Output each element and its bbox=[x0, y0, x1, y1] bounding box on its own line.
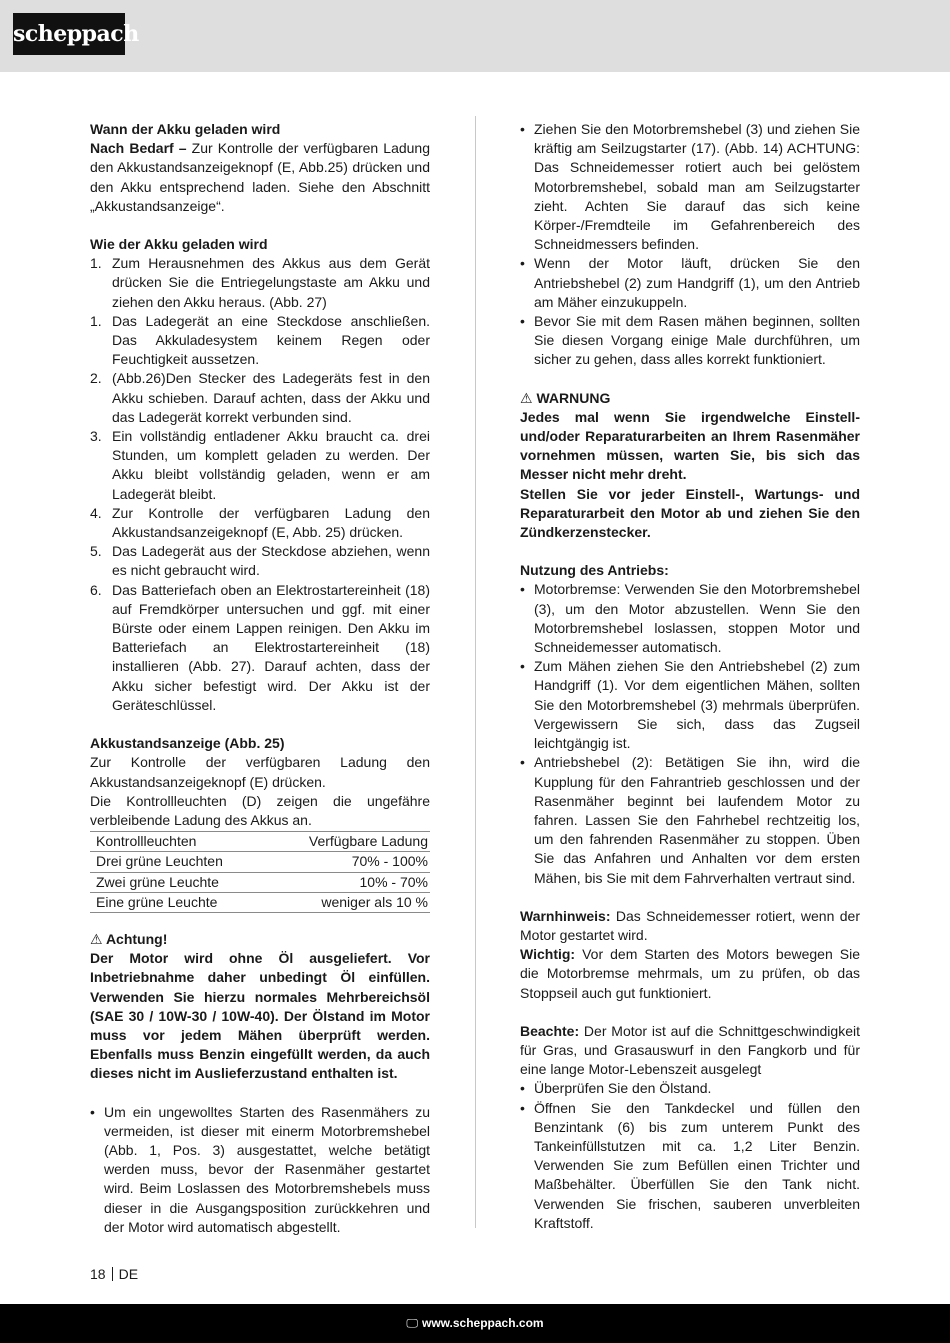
charge-steps-list bbox=[90, 254, 430, 715]
section-title-how-charge: Wie der Akku geladen wird bbox=[90, 236, 268, 253]
list-item: • Wenn der Motor läuft, drücken Sie den Antriebshebel (2) zum Handgriff (1), um den Antrieb am Mäher einzukuppeln. bbox=[520, 254, 860, 312]
list-item: 3. Ein vollständig entladener Akku braucht ca. drei Stunden, um komplett geladen zu werden. Der Akku bleibt vollständig geladen, wenn er am Ladegerät bleibt. bbox=[90, 428, 430, 502]
page-header bbox=[0, 0, 950, 72]
charge-level-table bbox=[90, 831, 430, 913]
list-item: • Antriebshebel (2): Betätigen Sie ihn, wird die Kupplung für den Fahrantrieb geschlossen und der Rasenmäher beginnt bei laufendem Motor zu fahren. Lassen Sie den Fahrhebel rechtzeitig los, um den fahrenden Rasenmäher zu stoppen. Üben Sie das Anfahren und Anhalten vor dem ersten Mähen, bis Sie mit dem Fahrverhalten vertraut sind. bbox=[520, 753, 860, 887]
list-item: 1. Zum Herausnehmen des Akkus aus dem Gerät drücken Sie die Entriegelungstaste am Akku und ziehen den Akku heraus. (Abb. 27) bbox=[90, 255, 430, 310]
right-column bbox=[520, 120, 860, 1233]
list-item: • Bevor Sie mit dem Rasen mähen beginnen, sollten Sie diesen Vorgang einige Male durchführen, um sicher zu gehen, dass alles korrekt funktioniert. bbox=[520, 312, 860, 370]
list-item: • Um ein ungewolltes Starten des Rasenmähers zu vermeiden, ist dieser mit einerm Motorbremshebel (Abb. 1, Pos. 3) ausgestattet, welche betätigt werden muss, bevor der Rasenmäher gestartet wird. Beim Loslassen des Motorbremshebels muss dieser in die Ausgangsposition zurückkehren und der Motor wird automatisch abgestellt. bbox=[90, 1103, 430, 1237]
footer-url[interactable]: www.scheppach.com bbox=[421, 1316, 544, 1330]
list-item: 6. Das Batteriefach oben an Elektrostartereinheit (18) auf Fremdkörper untersuchen und ggf. mit einer Bürste oder einem Lappen reinigen. Den Akku im Batteriefach an Elektrostartereinheit (18) installieren (Abb. 27). Darauf achten, dass der Akku sicher befestigt wird. Der Akku ist der Geräteschlüssel. bbox=[90, 581, 430, 713]
start-bullet-list bbox=[520, 120, 860, 370]
warning-triangle-icon: ⚠ bbox=[520, 389, 533, 406]
warning-note: Warnhinweis: Das Schneidemesser rotiert, wenn der Motor gestartet wird. bbox=[520, 907, 860, 943]
warning-title: ⚠ WARNUNG bbox=[520, 389, 611, 406]
important-note: Wichtig: Vor dem Starten des Motors bewegen Sie die Motorbremse mehrmals, um zu prüfen, ob das Stoppseil auch gut funktioniert. bbox=[520, 946, 860, 1001]
list-item: 2. (Abb.26)Den Stecker des Ladegeräts fest in den Akku schieben. Darauf achten, dass der Akku und das Ladegerät korrekt verbunden sind. bbox=[90, 370, 430, 425]
table-header-cell: Kontrollleuchten bbox=[90, 832, 265, 852]
section-title-when-charge: Wann der Akku geladen wird bbox=[90, 121, 281, 137]
attention-title: ⚠ Achtung! bbox=[90, 930, 168, 947]
table-cell: 70% - 100% bbox=[265, 852, 430, 872]
attention-text: Der Motor wird ohne Öl ausgeliefert. Vor Inbetriebnahme daher unbedingt Öl einfüllen. Verwenden Sie hierzu normales Mehrbereichsöl (SAE 30 / 10W-30 / 10W-40). Der Ölstand im Motor muss vor jedem Mähen überprüft werden. Ebenfalls muss Benzin eingefüllt werden, da auch dieses nicht im Auslieferzustand enthalten ist. bbox=[90, 950, 430, 1082]
list-item: 1. Das Ladegerät an eine Steckdose anschließen. Das Akkuladesystem keinem Regen oder Feuchtigkeit aussetzen. bbox=[90, 312, 430, 368]
table-row bbox=[90, 872, 430, 892]
list-item: • Ziehen Sie den Motorbremshebel (3) und ziehen Sie kräftig am Seilzugstarter (17). (Abb. 14) ACHTUNG: Das Schneidemesser rotiert auch bei gelöstem Motorbremshebel, sobald man am Seilzugstarter zieht. Achten Sie darauf das sich keine Körper-/Fremdteile im Gefahrenbereich des Schneidmessers befinden. bbox=[520, 120, 860, 254]
table-cell: Drei grüne Leuchten bbox=[90, 852, 265, 872]
table-row bbox=[90, 892, 430, 912]
table-row bbox=[90, 852, 430, 872]
section-text-when-charge bbox=[90, 139, 430, 216]
list-item: 5. Das Ladegerät aus der Steckdose abziehen, wenn es nicht gebraucht wird. bbox=[90, 543, 430, 579]
table-cell: Eine grüne Leuchte bbox=[90, 892, 265, 912]
fuel-bullet-list bbox=[520, 1079, 860, 1233]
drive-bullet-list bbox=[520, 580, 860, 887]
page-number: 18 DE bbox=[90, 1266, 139, 1282]
table-header-row bbox=[90, 832, 430, 852]
paragraph: Die Kontrollleuchten (D) zeigen die ungefähre verbleibende Ladung des Akkus an. bbox=[90, 792, 430, 828]
list-item: • Überprüfen Sie den Ölstand. bbox=[520, 1079, 860, 1098]
section-title-battery-indicator: Akkustandsanzeige (Abb. 25) bbox=[90, 735, 285, 752]
warning-text: Jedes mal wenn Sie irgendwelche Einstell- und/oder Reparaturarbeiten an Ihrem Rasenmäher vornehmen müssen, warten Sie, bis sich das Messer nicht mehr dreht. bbox=[520, 408, 860, 483]
list-item: 4. Zur Kontrolle der verfügbaren Ladung den Akkustandsanzeigeknopf (E, Abb. 25) drücken. bbox=[90, 504, 430, 541]
table-cell: weniger als 10 % bbox=[265, 892, 430, 912]
paragraph: Zur Kontrolle der verfügbaren Ladung den Akkustandsanzeigeknopf (E) drücken. bbox=[90, 754, 430, 790]
brake-bullet-list bbox=[90, 1103, 430, 1237]
warning-text: Stellen Sie vor jeder Einstell-, Wartungs- und Reparaturarbeit den Motor ab und ziehen Sie den Zündkerzenstecker. bbox=[520, 485, 860, 541]
table-header-cell: Verfügbare Ladung bbox=[265, 832, 430, 852]
list-item: • Zum Mähen ziehen Sie den Antriebshebel (2) zum Handgriff (1). Vor dem eigentlichen Mähen, sollten Sie den Motorbremshebel (3) mehrmals überprüfen. Vergewissern Sie sich, dass das Zugseil leichtgängig ist. bbox=[520, 657, 860, 753]
monitor-icon: 🖵 bbox=[406, 1316, 418, 1330]
table-cell: 10% - 70% bbox=[265, 872, 430, 892]
lead-label: Nach Bedarf – bbox=[90, 140, 187, 157]
section-title-drive: Nutzung des Antriebs: bbox=[520, 562, 669, 579]
brand-logo: scheppach bbox=[13, 13, 125, 55]
table-cell: Zwei grüne Leuchte bbox=[90, 872, 265, 892]
notice-note: Beachte: Der Motor ist auf die Schnittgeschwindigkeit für Gras, und Grasauswurf in den Fangkorb und für eine lange Motor-Lebenszeit ausgelegt bbox=[520, 1022, 860, 1078]
column-divider bbox=[475, 116, 476, 1228]
list-item: • Öffnen Sie den Tankdeckel und füllen den Benzintank (6) bis zum unterem Punkt des Tankeinfüllstutzen mit ca. 1,2 Liter Benzin. Verwenden Sie zum Befüllen einen Trichter und Maßbehälter. Überfüllen Sie den Tank nicht. Verwenden Sie frischen, sauberen unverbleiten Kraftstoff. bbox=[520, 1099, 860, 1233]
warning-triangle-icon: ⚠ bbox=[90, 930, 103, 947]
page-footer bbox=[0, 1304, 950, 1343]
lead-text: Zur Kontrolle der verfügbaren Ladung den Akkustandsanzeigeknopf (E, Abb.25) drücken und den Akku entsprechend laden. Siehe den Abschnitt „Akkustandsanzeige“. bbox=[90, 140, 430, 214]
left-column bbox=[90, 120, 430, 1237]
list-item: • Motorbremse: Verwenden Sie den Motorbremshebel (3), um den Motor abzustellen. Wenn Sie den Motorbremshebel loslassen, stoppen Motor und Schneidemesser automatisch. bbox=[520, 580, 860, 657]
